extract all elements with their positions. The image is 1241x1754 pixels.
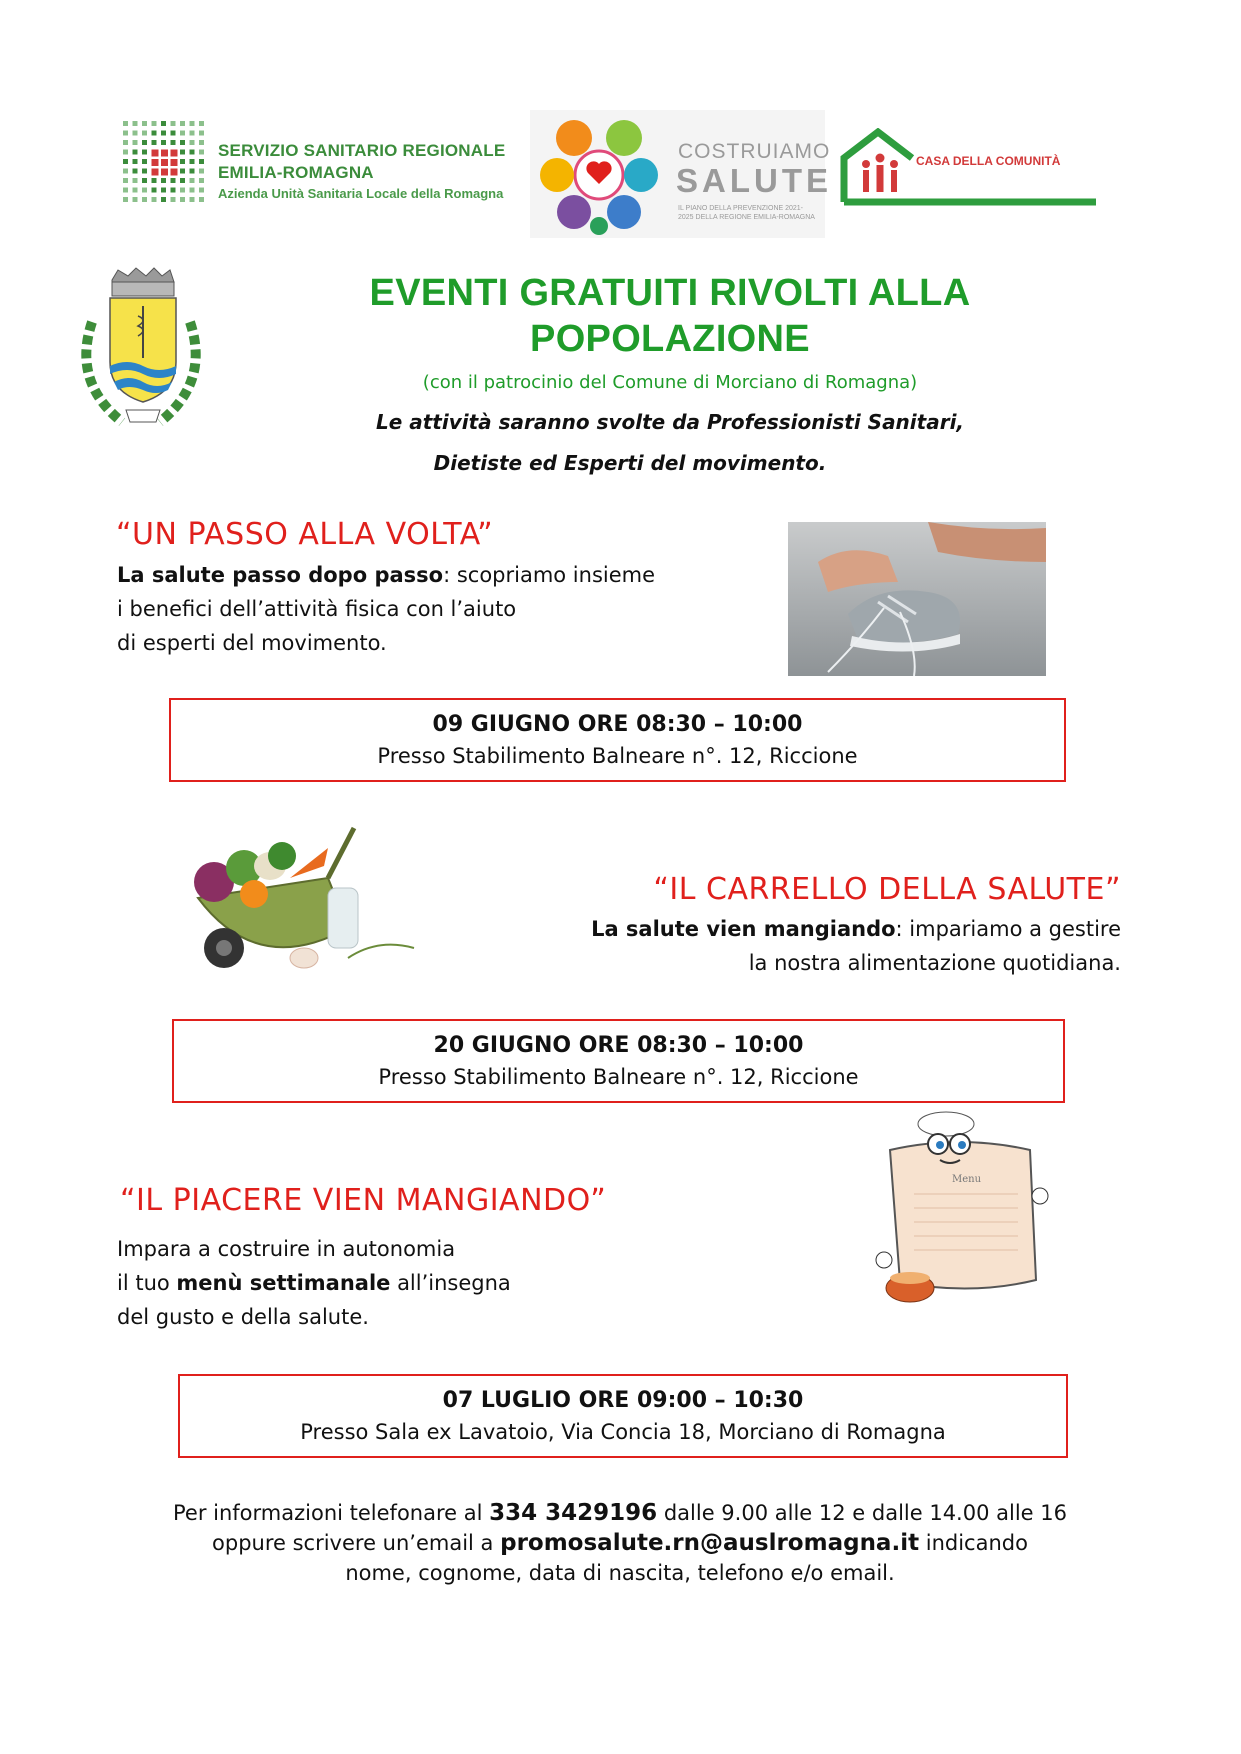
ssr-dot xyxy=(180,159,185,164)
event3-place: Presso Sala ex Lavatoio, Via Concia 18, Morciano di Romagna xyxy=(300,1420,946,1444)
casa-della-comunita-logo xyxy=(838,128,1098,208)
intro-line2: Dietiste ed Esperti del movimento. xyxy=(433,451,827,475)
contact-footer xyxy=(100,1498,1140,1588)
ssr-dot xyxy=(190,150,195,155)
ssr-dot xyxy=(133,131,138,136)
section3-line1: Impara a costruire in autonomia xyxy=(117,1237,456,1261)
footer-line2 xyxy=(100,1528,1140,1558)
ssr-dot xyxy=(123,188,128,193)
ssr-dot xyxy=(123,150,128,155)
ssr-dot xyxy=(152,140,157,145)
ssr-dot xyxy=(161,178,166,183)
section3-title: “IL PIACERE VIEN MANGIANDO” xyxy=(120,1183,607,1218)
ssr-dot xyxy=(142,197,147,202)
ssr-dot xyxy=(199,159,204,164)
ssr-dot xyxy=(161,159,168,166)
section1-title: “UN PASSO ALLA VOLTA” xyxy=(116,517,494,552)
event1-date: 09 GIUGNO ORE 08:30 – 10:00 xyxy=(432,712,803,737)
ssr-dot xyxy=(171,159,178,166)
event1-box xyxy=(169,698,1066,782)
ssr-dot xyxy=(133,188,138,193)
section3-line2-pre: il tuo xyxy=(117,1271,177,1295)
ssr-line3: Azienda Unità Sanitaria Locale della Romagna xyxy=(218,186,504,201)
casa-logo-text: CASA DELLA COMUNITÀ xyxy=(916,154,1061,168)
footer-line1-post: dalle 9.00 alle 12 e dalle 14.00 alle 16 xyxy=(657,1501,1067,1525)
section3-line2-post: all’insegna xyxy=(390,1271,511,1295)
ssr-dot xyxy=(152,188,157,193)
ssr-dot xyxy=(180,131,185,136)
ssr-dot xyxy=(123,159,128,164)
ssr-dot xyxy=(161,131,166,136)
running-shoe-photo xyxy=(788,522,1046,676)
ssr-dot xyxy=(199,178,204,183)
ssr-dot xyxy=(190,178,195,183)
ssr-dot xyxy=(142,159,147,164)
ssr-dot xyxy=(142,150,147,155)
ssr-dot xyxy=(190,131,195,136)
ssr-dot xyxy=(123,197,128,202)
piano-prevenzione-text: IL PIANO DELLA PREVENZIONE 2021-2025 DELLA REGIONE EMILIA-ROMAGNA xyxy=(678,205,815,221)
ssr-dot xyxy=(152,121,157,126)
footer-line3: nome, cognome, data di nascita, telefono e/o email. xyxy=(345,1561,895,1585)
ssr-dot xyxy=(152,169,159,176)
ssr-dot xyxy=(152,159,159,166)
ssr-dot xyxy=(171,169,178,176)
footer-line1-pre: Per informazioni telefonare al xyxy=(173,1501,490,1525)
email-link[interactable]: promosalute.rn@auslromagna.it xyxy=(500,1530,920,1556)
ssr-dot xyxy=(199,140,204,145)
ssr-dot xyxy=(190,159,195,164)
section2-title: “IL CARRELLO DELLA SALUTE” xyxy=(653,872,1121,907)
ssr-dot xyxy=(123,178,128,183)
ssr-dot xyxy=(161,197,166,202)
event2-box xyxy=(172,1019,1065,1103)
ssr-line1: SERVIZIO SANITARIO REGIONALE xyxy=(218,141,506,160)
section1-body xyxy=(117,558,717,660)
ssr-dot xyxy=(199,150,204,155)
ssr-dot xyxy=(190,121,195,126)
coat-of-arms-icon xyxy=(52,262,230,442)
section2-line1-rest: : impariamo a gestire xyxy=(895,917,1121,941)
ssr-dot xyxy=(152,131,157,136)
ssr-dot xyxy=(133,140,138,145)
ssr-dot-grid-icon xyxy=(122,120,208,206)
ssr-line2: EMILIA-ROMAGNA xyxy=(218,163,374,182)
ssr-dot xyxy=(171,121,176,126)
ssr-dot xyxy=(199,197,204,202)
costruiamo-salute-logo xyxy=(530,110,832,238)
section2-body xyxy=(421,912,1121,980)
vegetable-cart-illustration xyxy=(178,808,418,988)
ssr-logo xyxy=(122,118,532,210)
ssr-dot xyxy=(171,140,176,145)
ssr-dot xyxy=(133,178,138,183)
event3-box xyxy=(178,1374,1068,1458)
ssr-dot xyxy=(152,197,157,202)
ssr-dot xyxy=(180,121,185,126)
event3-date: 07 LUGLIO ORE 09:00 – 10:30 xyxy=(442,1388,804,1413)
ssr-logo-text xyxy=(218,140,505,204)
footer-line1 xyxy=(100,1498,1140,1528)
ssr-dot xyxy=(152,150,159,157)
ssr-dot xyxy=(161,121,166,126)
ssr-dot xyxy=(123,131,128,136)
ssr-dot xyxy=(180,150,185,155)
costruiamo-salute-circle-icon xyxy=(538,114,660,236)
intro-line1: Le attività saranno svolte da Professionisti Sanitari, xyxy=(375,410,965,434)
ssr-dot xyxy=(180,188,185,193)
section2-bold: La salute vien mangiando xyxy=(591,917,896,941)
section3-line3: del gusto e della salute. xyxy=(117,1305,369,1329)
section2-line2: la nostra alimentazione quotidiana. xyxy=(748,951,1121,975)
ssr-dot xyxy=(123,140,128,145)
ssr-dot xyxy=(133,197,138,202)
ssr-dot xyxy=(199,131,204,136)
phone-number[interactable]: 334 3429196 xyxy=(489,1500,658,1526)
ssr-dot xyxy=(180,140,185,145)
title-line2: POPOLAZIONE xyxy=(530,318,810,360)
ssr-dot xyxy=(171,188,176,193)
footer-line2-post: indicando xyxy=(919,1531,1028,1555)
ssr-dot xyxy=(190,169,195,174)
ssr-dot xyxy=(161,150,168,157)
ssr-dot xyxy=(161,188,166,193)
ssr-dot xyxy=(123,121,128,126)
ssr-dot xyxy=(171,150,178,157)
ssr-dot xyxy=(199,169,204,174)
section1-bold: La salute passo dopo passo xyxy=(117,563,444,587)
section3-line2 xyxy=(117,1266,717,1300)
event2-date: 20 GIUGNO ORE 08:30 – 10:00 xyxy=(433,1033,804,1058)
section1-line1 xyxy=(117,558,717,592)
ssr-dot xyxy=(199,121,204,126)
ssr-dot xyxy=(199,188,204,193)
section3-bold: menù settimanale xyxy=(176,1271,391,1295)
ssr-dot xyxy=(133,121,138,126)
event2-place: Presso Stabilimento Balneare n°. 12, Riccione xyxy=(378,1065,859,1089)
footer-line2-pre: oppure scrivere un’email a xyxy=(212,1531,501,1555)
ssr-dot xyxy=(142,140,147,145)
ssr-dot xyxy=(133,150,138,155)
costruiamo-text: COSTRUIAMO xyxy=(678,140,831,163)
ssr-dot xyxy=(180,197,185,202)
section1-line1-rest: : scopriamo insieme xyxy=(443,563,656,587)
section1-line2: i benefici dell’attività fisica con l’aiuto xyxy=(117,597,517,621)
ssr-dot xyxy=(190,188,195,193)
house-icon xyxy=(838,128,1098,208)
ssr-dot xyxy=(161,140,166,145)
ssr-dot xyxy=(171,131,176,136)
ssr-dot xyxy=(142,131,147,136)
ssr-dot xyxy=(152,178,157,183)
ssr-dot xyxy=(180,169,185,174)
salute-text: SALUTE xyxy=(676,162,832,199)
ssr-dot xyxy=(142,169,147,174)
ssr-dot xyxy=(133,169,138,174)
ssr-dot xyxy=(180,178,185,183)
ssr-dot xyxy=(142,188,147,193)
ssr-dot xyxy=(190,140,195,145)
patronage-note: (con il patrocinio del Comune di Morciano di Romagna) xyxy=(422,372,918,393)
ssr-dot xyxy=(161,169,168,176)
ssr-dot xyxy=(171,178,176,183)
section1-line3: di esperti del movimento. xyxy=(117,631,387,655)
page-title xyxy=(300,270,1040,362)
ssr-dot xyxy=(142,178,147,183)
menu-scroll-chef-illustration xyxy=(860,1110,1060,1310)
title-line1: EVENTI GRATUITI RIVOLTI ALLA xyxy=(369,272,971,314)
section3-body xyxy=(117,1232,717,1334)
ssr-dot xyxy=(133,159,138,164)
ssr-dot xyxy=(190,197,195,202)
ssr-dot xyxy=(142,121,147,126)
section2-line1 xyxy=(421,912,1121,946)
ssr-dot xyxy=(171,197,176,202)
menu-card-label: Menu xyxy=(952,1174,982,1185)
event1-place: Presso Stabilimento Balneare n°. 12, Riccione xyxy=(377,744,858,768)
ssr-dot xyxy=(123,169,128,174)
